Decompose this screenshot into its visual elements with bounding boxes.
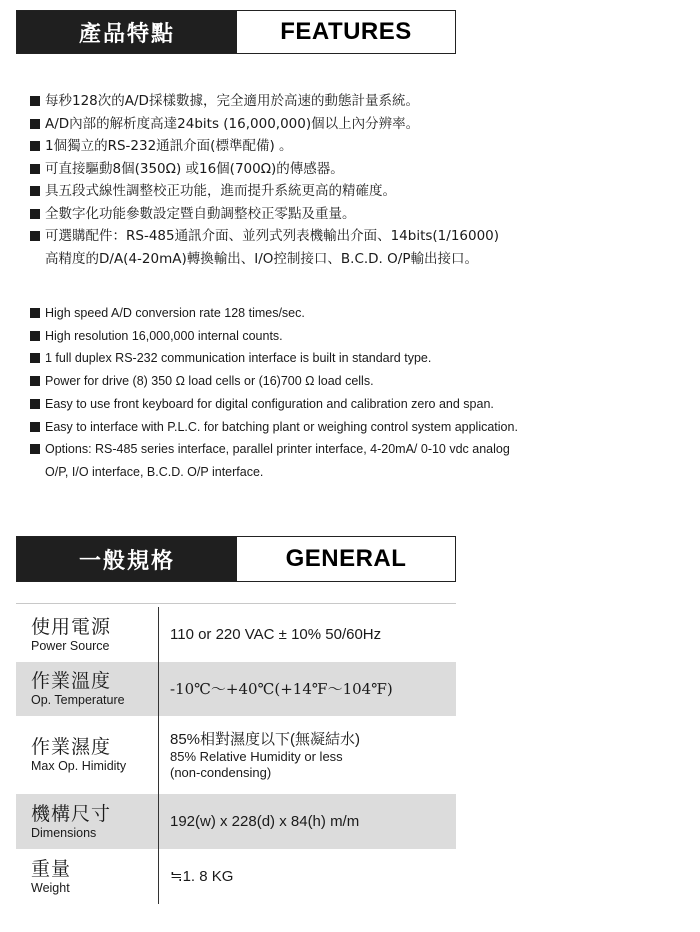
- spec-row-temperature: [16, 662, 456, 716]
- list-item: 全數字化功能參數設定暨自動調整校正零點及重量。: [30, 203, 670, 226]
- bullet-square-icon: [30, 376, 40, 386]
- bullet-square-icon: [30, 119, 40, 129]
- spec-label-en: Dimensions: [31, 825, 97, 840]
- list-item-continuation: O/P, I/O interface, B.C.D. O/P interface.: [45, 464, 264, 479]
- list-item: 具五段式線性調整校正功能，進而提升系統更高的精確度。: [30, 180, 670, 203]
- list-item-continuation: 高精度的D/A(4-20mA)轉換輸出、I/O控制接口、B.C.D. O/P輸出接口。: [45, 250, 478, 267]
- spec-label-zh: 重量: [31, 857, 72, 880]
- features-list-zh: [30, 90, 670, 270]
- list-item: 可直接驅動8個(350Ω) 或16個(700Ω)的傳感器。: [30, 158, 670, 181]
- spec-label-zh: 機構尺寸: [31, 802, 112, 825]
- general-header-zh: 一般規格: [17, 537, 237, 581]
- spec-row-power: [16, 607, 456, 662]
- spec-label-en: Weight: [31, 880, 70, 895]
- features-header-zh: 產品特點: [17, 11, 237, 53]
- bullet-square-icon: [30, 399, 40, 409]
- general-header-en: GENERAL: [237, 537, 455, 581]
- spec-label-en: Power Source: [31, 638, 110, 653]
- list-item: Options: RS-485 series interface, parallel printer interface, 4-20mA/ 0-10 vdc analog: [30, 438, 670, 461]
- general-header: [16, 536, 456, 582]
- spec-value: ≒1. 8 KG: [170, 867, 234, 885]
- list-item: 1 full duplex RS-232 communication interface is built in standard type.: [30, 347, 670, 370]
- spec-column-divider: [158, 607, 159, 904]
- features-header: [16, 10, 456, 54]
- list-item: 可選購配件：RS-485通訊介面、並列式列表機輸出介面、14bits(1/16000): [30, 225, 670, 248]
- list-item: 1個獨立的RS-232通訊介面(標準配備) 。: [30, 135, 670, 158]
- bullet-square-icon: [30, 209, 40, 219]
- spec-value-line: 85%相對濕度以下(無凝結水): [170, 730, 361, 748]
- spec-top-divider: [16, 603, 456, 604]
- list-item: High resolution 16,000,000 internal counts.: [30, 325, 670, 348]
- spec-label-zh: 作業溫度: [31, 670, 112, 692]
- bullet-square-icon: [30, 141, 40, 151]
- spec-label-zh: 使用電源: [31, 615, 112, 638]
- spec-label-en: Op. Temperature: [31, 693, 125, 707]
- bullet-square-icon: [30, 422, 40, 432]
- bullet-square-icon: [30, 96, 40, 106]
- spec-value: [160, 716, 456, 794]
- spec-value: 110 or 220 VAC ± 10% 50/60Hz: [170, 625, 382, 643]
- bullet-square-icon: [30, 308, 40, 318]
- bullet-square-icon: [30, 164, 40, 174]
- spec-value: -10℃～+40℃(+14℉～104℉): [170, 680, 393, 698]
- spec-value-line: 85% Relative Humidity or less: [170, 748, 343, 764]
- bullet-square-icon: [30, 444, 40, 454]
- list-item: Power for drive (8) 350 Ω load cells or (16)700 Ω load cells.: [30, 370, 670, 393]
- list-item: Easy to use front keyboard for digital configuration and calibration zero and span.: [30, 393, 670, 416]
- list-item: High speed A/D conversion rate 128 times/sec.: [30, 302, 670, 325]
- list-item: Easy to interface with P.L.C. for batching plant or weighing control system application.: [30, 416, 670, 439]
- spec-value: 192(w) x 228(d) x 84(h) m/m: [170, 812, 360, 830]
- spec-label-zh: 作業濕度: [31, 736, 112, 758]
- list-item: A/D內部的解析度高達24bits (16,000,000)個以上內分辨率。: [30, 113, 670, 136]
- spec-row-humidity: [16, 716, 456, 794]
- features-list-en: [30, 302, 670, 484]
- spec-row-weight: [16, 849, 456, 904]
- bullet-square-icon: [30, 186, 40, 196]
- list-item: 每秒128次的A/D採樣數據，完全適用於高速的動態計量系統。: [30, 90, 670, 113]
- bullet-square-icon: [30, 331, 40, 341]
- spec-label-en: Max Op. Himidity: [31, 759, 127, 773]
- spec-row-dimensions: [16, 794, 456, 849]
- bullet-square-icon: [30, 353, 40, 363]
- bullet-square-icon: [30, 231, 40, 241]
- features-header-en: FEATURES: [237, 11, 455, 53]
- spec-value-line: (non-condensing): [170, 764, 272, 780]
